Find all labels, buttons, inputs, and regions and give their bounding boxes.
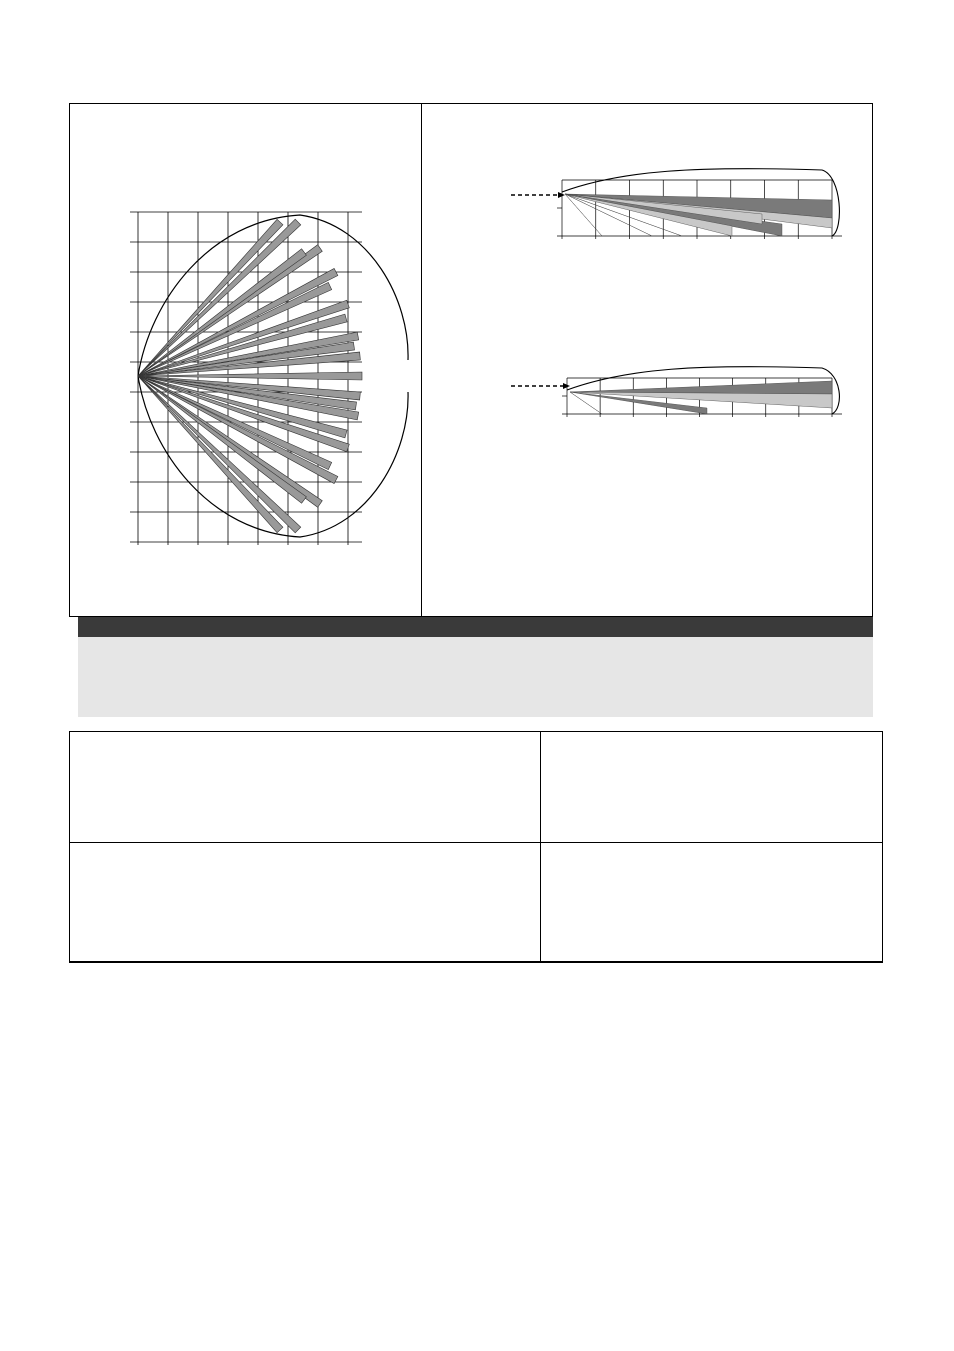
- bottom-panel-vertical-divider: [540, 731, 541, 963]
- bottom-panel-horizontal-divider: [69, 842, 883, 843]
- top-diagram-panel: [69, 103, 873, 617]
- top-panel-divider: [421, 103, 422, 617]
- section-description-area: [78, 637, 873, 717]
- bottom-diagram-panel: [69, 731, 883, 963]
- section-header-bar: [78, 617, 873, 637]
